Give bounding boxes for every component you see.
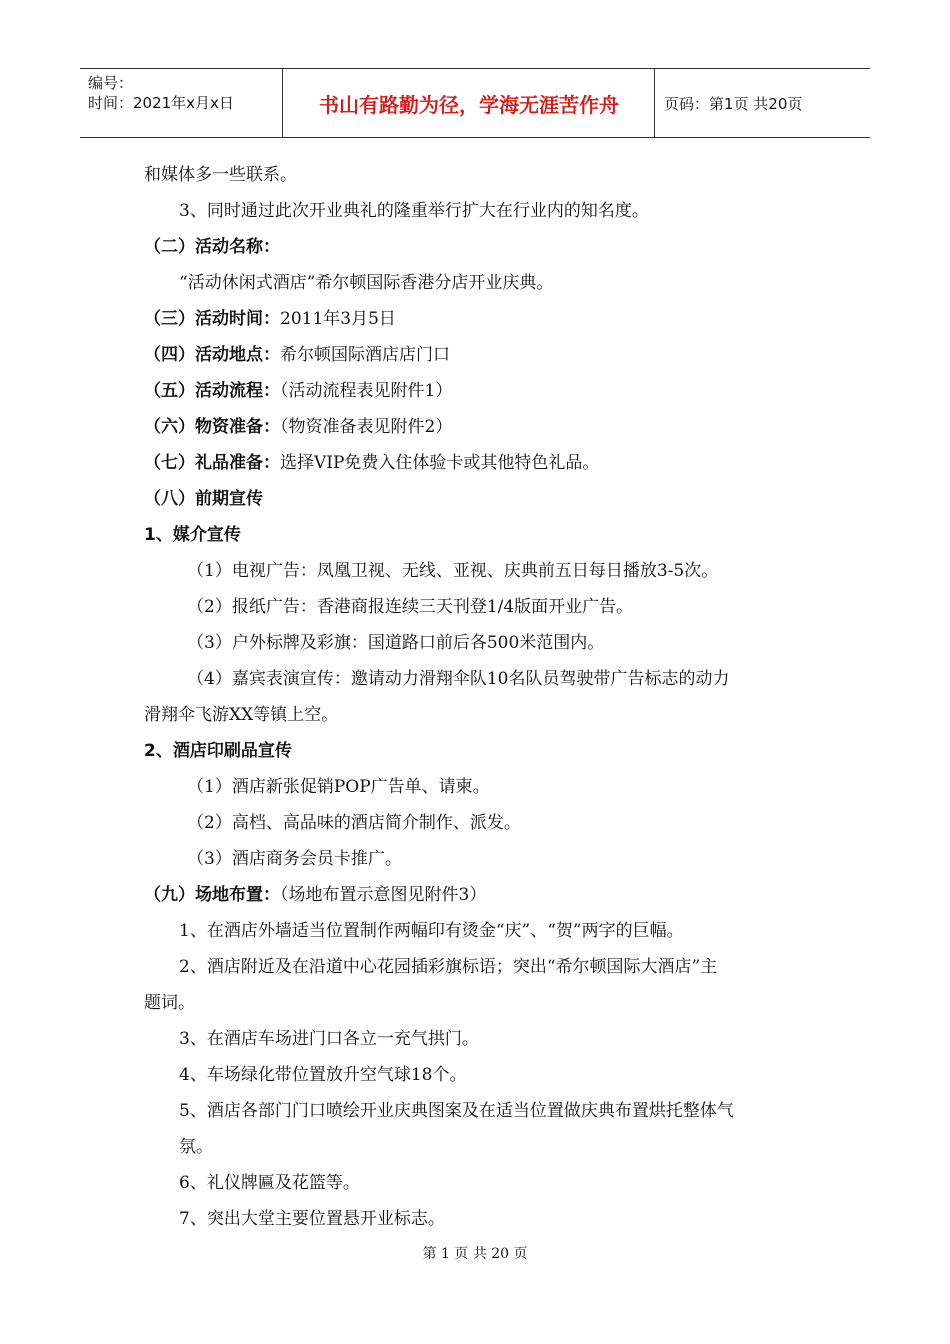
body-line: 5、酒店各部门门口喷绘开业庆典图案及在适当位置做庆典布置烘托整体气: [179, 1101, 734, 1121]
subsection-heading: 1、媒介宣传: [144, 525, 241, 545]
body-line: 滑翔伞飞游XX等镇上空。: [144, 705, 339, 725]
body-line: “活动休闲式酒店”希尔顿国际香港分店开业庆典。: [179, 273, 554, 293]
body-line: （3）户外标牌及彩旗：国道路口前后各500米范围内。: [187, 633, 605, 653]
page-footer: 第 1 页 共 20 页: [422, 1246, 528, 1262]
section-heading: （四）活动地点：希尔顿国际酒店店门口: [144, 345, 450, 365]
body-line: （1）电视广告：凤凰卫视、无线、亚视、庆典前五日每日播放3-5次。: [187, 561, 719, 581]
header-divider: [654, 69, 655, 137]
header-meta: [88, 73, 234, 113]
body-line: 题词。: [144, 993, 195, 1013]
body-line: （2）报纸广告：香港商报连续三天刊登1/4版面开业广告。: [187, 597, 634, 617]
section-heading: （七）礼品准备：选择VIP免费入住体验卡或其他特色礼品。: [144, 453, 600, 473]
section-heading: （二）活动名称：: [144, 237, 280, 257]
subsection-heading: 2、酒店印刷品宣传: [144, 741, 292, 761]
section-heading: （八）前期宣传: [144, 489, 263, 509]
body-line: （2）高档、高品味的酒店简介制作、派发。: [187, 813, 521, 833]
body-line: 3、在酒店车场进门口各立一充气拱门。: [179, 1029, 479, 1049]
header-divider: [282, 69, 283, 137]
header-motto: 书山有路勤为径，学海无涯苦作舟: [319, 92, 619, 117]
section-heading: （九）场地布置：（场地布置示意图见附件3）: [144, 885, 487, 905]
section-heading: （三）活动时间：2011年3月5日: [144, 309, 396, 329]
document-body: [144, 157, 814, 1237]
section-heading: （六）物资准备：（物资准备表见附件2）: [144, 417, 453, 437]
body-line: 4、车场绿化带位置放升空气球18个。: [179, 1065, 467, 1085]
body-line: （4）嘉宾表演宣传：邀请动力滑翔伞队10名队员驾驶带广告标志的动力: [187, 669, 730, 689]
body-line: 6、礼仪牌匾及花篮等。: [179, 1173, 360, 1193]
body-line: 氛。: [179, 1137, 213, 1157]
body-line: 2、酒店附近及在沿道中心花园插彩旗标语；突出“希尔顿国际大酒店”主: [179, 957, 718, 977]
body-line: 1、在酒店外墙适当位置制作两幅印有烫金“庆”、“贺”两字的巨幅。: [179, 921, 684, 941]
body-line: （3）酒店商务会员卡推广。: [187, 849, 402, 869]
document-date: 时间：2021年x月x日: [88, 94, 234, 112]
document-number-label: 编号：: [88, 74, 134, 92]
body-line: 7、突出大堂主要位置悬开业标志。: [179, 1209, 445, 1229]
body-line: 和媒体多一些联系。: [144, 165, 297, 185]
body-line: 3、同时通过此次开业典礼的隆重举行扩大在行业内的知名度。: [179, 201, 649, 221]
page-header: [80, 68, 870, 138]
section-heading: （五）活动流程：（活动流程表见附件1）: [144, 381, 453, 401]
body-line: （1）酒店新张促销POP广告单、请柬。: [187, 777, 490, 797]
header-page-info: 页码：第1页 共20页: [664, 95, 803, 113]
